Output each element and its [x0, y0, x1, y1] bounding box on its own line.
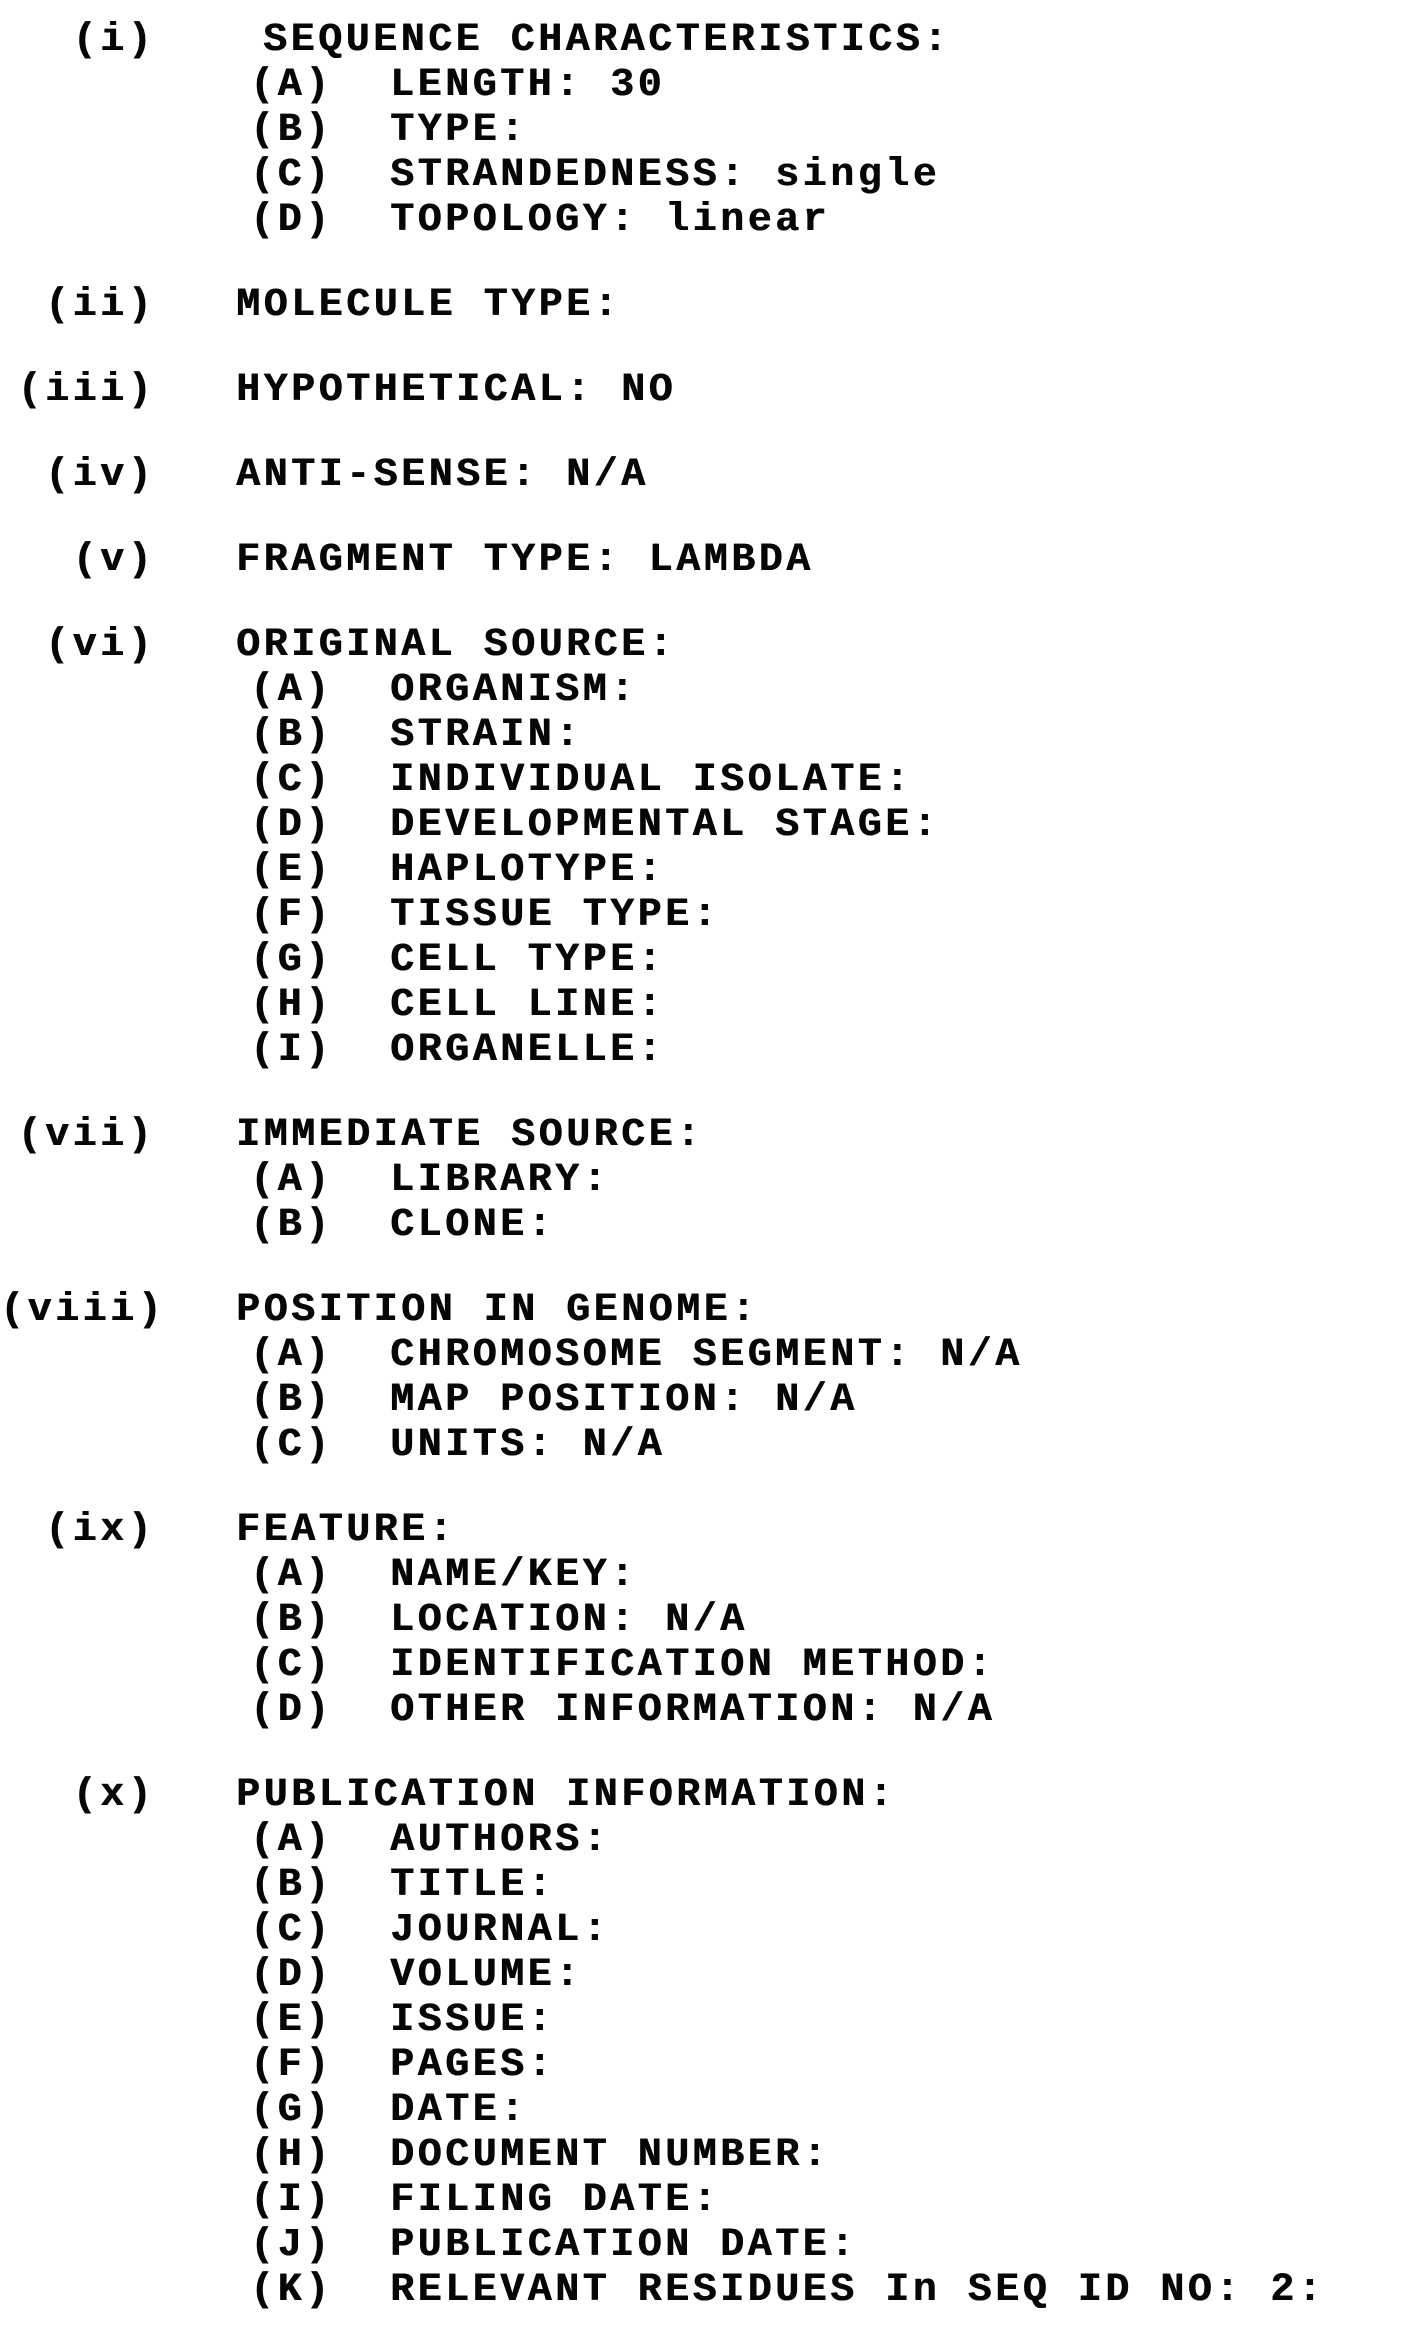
section-title: MOLECULE TYPE: [236, 283, 622, 328]
item-letter: (D) [250, 803, 333, 848]
section [0, 283, 1407, 328]
item-row [0, 983, 1407, 1028]
section-number: (ix) [44, 1508, 155, 1553]
item-letter: (C) [250, 153, 333, 198]
item-letter: (A) [250, 668, 333, 713]
section-header-row [0, 18, 1407, 63]
item-row [0, 198, 1407, 243]
item-letter: (B) [250, 713, 333, 758]
section-header-row [0, 1113, 1407, 1158]
item-row [0, 2178, 1407, 2223]
item-text: CHROMOSOME SEGMENT: N/A [390, 1333, 1023, 1378]
item-row [0, 1553, 1407, 1598]
section [0, 1113, 1407, 1248]
item-letter: (B) [250, 1203, 333, 1248]
item-text: UNITS: N/A [390, 1423, 666, 1468]
item-letter: (B) [250, 1378, 333, 1423]
item-letter: (E) [250, 848, 333, 893]
item-row [0, 2268, 1407, 2313]
item-text: LOCATION: N/A [390, 1598, 748, 1643]
item-row [0, 803, 1407, 848]
section-title: PUBLICATION INFORMATION: [236, 1773, 897, 1818]
item-row [0, 1378, 1407, 1423]
section-header-row [0, 283, 1407, 328]
section-number: (iv) [44, 453, 155, 498]
section-header-row [0, 1288, 1407, 1333]
item-row [0, 668, 1407, 713]
item-letter: (G) [250, 938, 333, 983]
item-letter: (A) [250, 1158, 333, 1203]
section-title: POSITION IN GENOME: [236, 1288, 759, 1333]
item-letter: (H) [250, 2133, 333, 2178]
section-number: (iii) [17, 368, 155, 413]
section-header-row [0, 368, 1407, 413]
item-text: VOLUME: [390, 1953, 583, 1998]
section-title: IMMEDIATE SOURCE: [236, 1113, 704, 1158]
item-row [0, 1028, 1407, 1073]
item-text: AUTHORS: [390, 1818, 611, 1863]
section-header-row [0, 538, 1407, 583]
item-letter: (A) [250, 1553, 333, 1598]
section [0, 453, 1407, 498]
item-row [0, 1688, 1407, 1733]
item-text: CLONE: [390, 1203, 556, 1248]
item-text: STRAIN: [390, 713, 583, 758]
section-title: HYPOTHETICAL: NO [236, 368, 677, 413]
item-text: HAPLOTYPE: [390, 848, 666, 893]
item-letter: (H) [250, 983, 333, 1028]
item-text: OTHER INFORMATION: N/A [390, 1688, 996, 1733]
section-header-row [0, 623, 1407, 668]
sections-container [0, 18, 1407, 2313]
item-letter: (A) [250, 63, 333, 108]
section-number: (v) [72, 538, 155, 583]
item-text: TITLE: [390, 1863, 556, 1908]
item-text: PUBLICATION DATE: [390, 2223, 858, 2268]
item-text: PAGES: [390, 2043, 556, 2088]
item-letter: (F) [250, 2043, 333, 2088]
item-letter: (A) [250, 1818, 333, 1863]
item-row [0, 758, 1407, 803]
section-title: FRAGMENT TYPE: LAMBDA [236, 538, 814, 583]
section [0, 1773, 1407, 2313]
item-letter: (B) [250, 108, 333, 153]
item-letter: (F) [250, 893, 333, 938]
item-row [0, 1818, 1407, 1863]
item-row [0, 2223, 1407, 2268]
section [0, 538, 1407, 583]
item-letter: (K) [250, 2268, 333, 2313]
item-letter: (J) [250, 2223, 333, 2268]
section-header-row [0, 1508, 1407, 1553]
item-text: ISSUE: [390, 1998, 556, 2043]
section-title: FEATURE: [236, 1508, 457, 1553]
item-row [0, 938, 1407, 983]
item-row [0, 2088, 1407, 2133]
item-text: LIBRARY: [390, 1158, 611, 1203]
item-text: IDENTIFICATION METHOD: [390, 1643, 996, 1688]
item-text: ORGANISM: [390, 668, 638, 713]
item-text: RELEVANT RESIDUES In SEQ ID NO: 2: [390, 2268, 1326, 2313]
item-text: TOPOLOGY: linear [390, 198, 831, 243]
item-text: LENGTH: 30 [390, 63, 666, 108]
section-number: (i) [72, 18, 155, 63]
section-number: (ii) [44, 283, 155, 328]
item-row [0, 153, 1407, 198]
item-row [0, 1158, 1407, 1203]
item-text: FILING DATE: [390, 2178, 721, 2223]
section-title: ORIGINAL SOURCE: [236, 623, 677, 668]
item-letter: (B) [250, 1863, 333, 1908]
item-text: CELL LINE: [390, 983, 666, 1028]
item-text: STRANDEDNESS: single [390, 153, 941, 198]
item-text: JOURNAL: [390, 1908, 611, 1953]
item-text: NAME/KEY: [390, 1553, 638, 1598]
item-row [0, 1203, 1407, 1248]
item-text: INDIVIDUAL ISOLATE: [390, 758, 913, 803]
item-row [0, 1643, 1407, 1688]
item-letter: (B) [250, 1598, 333, 1643]
item-row [0, 893, 1407, 938]
section-header-row [0, 1773, 1407, 1818]
item-text: MAP POSITION: N/A [390, 1378, 858, 1423]
item-letter: (E) [250, 1998, 333, 2043]
section-title: SEQUENCE CHARACTERISTICS: [263, 18, 951, 63]
section-number: (vii) [17, 1113, 155, 1158]
item-text: DOCUMENT NUMBER: [390, 2133, 831, 2178]
item-text: TISSUE TYPE: [390, 893, 721, 938]
section-number: (x) [72, 1773, 155, 1818]
section [0, 18, 1407, 243]
item-row [0, 2133, 1407, 2178]
item-letter: (C) [250, 1643, 333, 1688]
item-row [0, 1998, 1407, 2043]
item-row [0, 713, 1407, 758]
section-number: (viii) [0, 1288, 166, 1333]
item-letter: (D) [250, 1953, 333, 1998]
item-row [0, 1423, 1407, 1468]
item-row [0, 1953, 1407, 1998]
item-text: DATE: [390, 2088, 528, 2133]
item-letter: (I) [250, 2178, 333, 2223]
item-row [0, 1598, 1407, 1643]
item-letter: (I) [250, 1028, 333, 1073]
item-letter: (G) [250, 2088, 333, 2133]
item-letter: (C) [250, 1908, 333, 1953]
item-row [0, 848, 1407, 893]
item-text: TYPE: [390, 108, 528, 153]
item-letter: (D) [250, 1688, 333, 1733]
item-letter: (D) [250, 198, 333, 243]
item-row [0, 1908, 1407, 1953]
item-text: CELL TYPE: [390, 938, 666, 983]
section [0, 1288, 1407, 1468]
section [0, 368, 1407, 413]
item-row [0, 2043, 1407, 2088]
item-row [0, 1863, 1407, 1908]
item-text: DEVELOPMENTAL STAGE: [390, 803, 941, 848]
item-letter: (A) [250, 1333, 333, 1378]
item-letter: (C) [250, 758, 333, 803]
item-row [0, 63, 1407, 108]
item-text: ORGANELLE: [390, 1028, 666, 1073]
section-title: ANTI-SENSE: N/A [236, 453, 649, 498]
item-row [0, 108, 1407, 153]
item-letter: (C) [250, 1423, 333, 1468]
section-number: (vi) [44, 623, 155, 668]
item-row [0, 1333, 1407, 1378]
section-header-row [0, 453, 1407, 498]
section [0, 623, 1407, 1073]
section [0, 1508, 1407, 1733]
